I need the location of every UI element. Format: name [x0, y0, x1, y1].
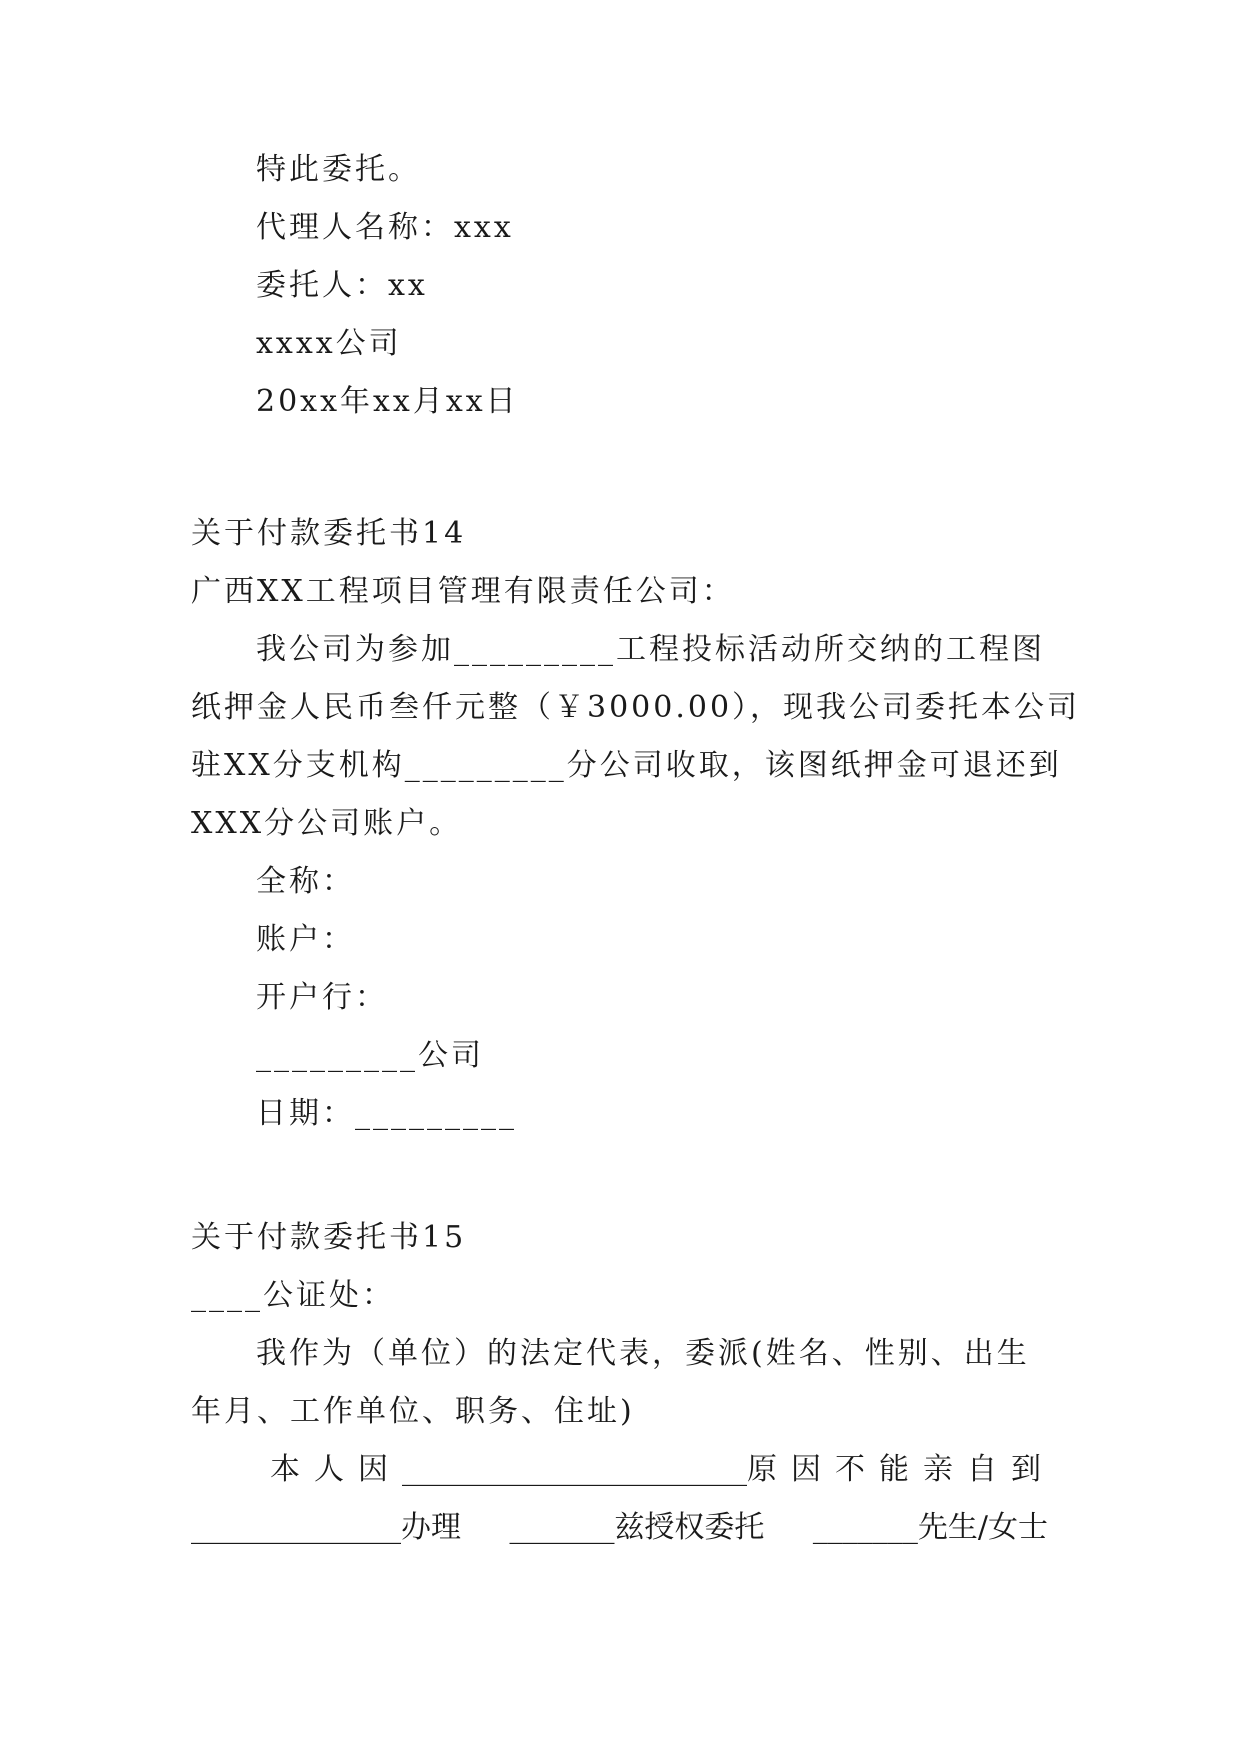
agent-name-line: 代理人名称：xxx	[256, 210, 514, 245]
delegate-segment: _______先生/女士	[812, 1510, 1048, 1545]
body-paragraph-2-line-2: 年月、工作单位、职务、住址)	[191, 1394, 635, 1429]
body-paragraph-line-4: XXX分公司账户。	[191, 806, 463, 841]
account-field: 账户：	[256, 922, 355, 957]
body-paragraph-2-line-1: 我作为（单位）的法定代表，委派(姓名、性别、出生	[256, 1336, 1030, 1371]
authorize-segment: _______兹授权委托	[509, 1510, 765, 1545]
body-paragraph-line-1: 我公司为参加_________工程投标活动所交纳的工程图	[256, 632, 1045, 667]
full-name-field: 全称：	[256, 864, 355, 899]
body-paragraph-3-line-1	[270, 1450, 1055, 1490]
reason-prefix: 本人因	[270, 1452, 402, 1487]
company-field: _________公司	[256, 1038, 484, 1073]
company-line: xxxx公司	[256, 326, 402, 361]
body-paragraph-line-3: 驻XX分支机构_________分公司收取，该图纸押金可退还到	[191, 748, 1062, 783]
principal-line: 委托人：xx	[256, 268, 428, 303]
date-line: 20xx年xx月xx日	[256, 384, 519, 419]
addressee-14: 广西XX工程项目管理有限责任公司：	[191, 574, 735, 609]
section-title-15: 关于付款委托书15	[191, 1220, 467, 1255]
section-title-14: 关于付款委托书14	[191, 516, 467, 551]
body-paragraph-3-line-2	[191, 1508, 1048, 1548]
date-field: 日期：_________	[256, 1096, 517, 1131]
bank-field: 开户行：	[256, 980, 388, 1015]
reason-blank: _______________________	[402, 1452, 747, 1487]
handle-segment: ______________办理	[191, 1510, 461, 1545]
closing-line: 特此委托。	[256, 152, 421, 187]
reason-suffix: 原因不能亲自到	[747, 1452, 1055, 1487]
addressee-15: ____公证处：	[191, 1278, 395, 1313]
body-paragraph-line-2: 纸押金人民币叁仟元整（￥3000.00），现我公司委托本公司	[191, 690, 1081, 725]
